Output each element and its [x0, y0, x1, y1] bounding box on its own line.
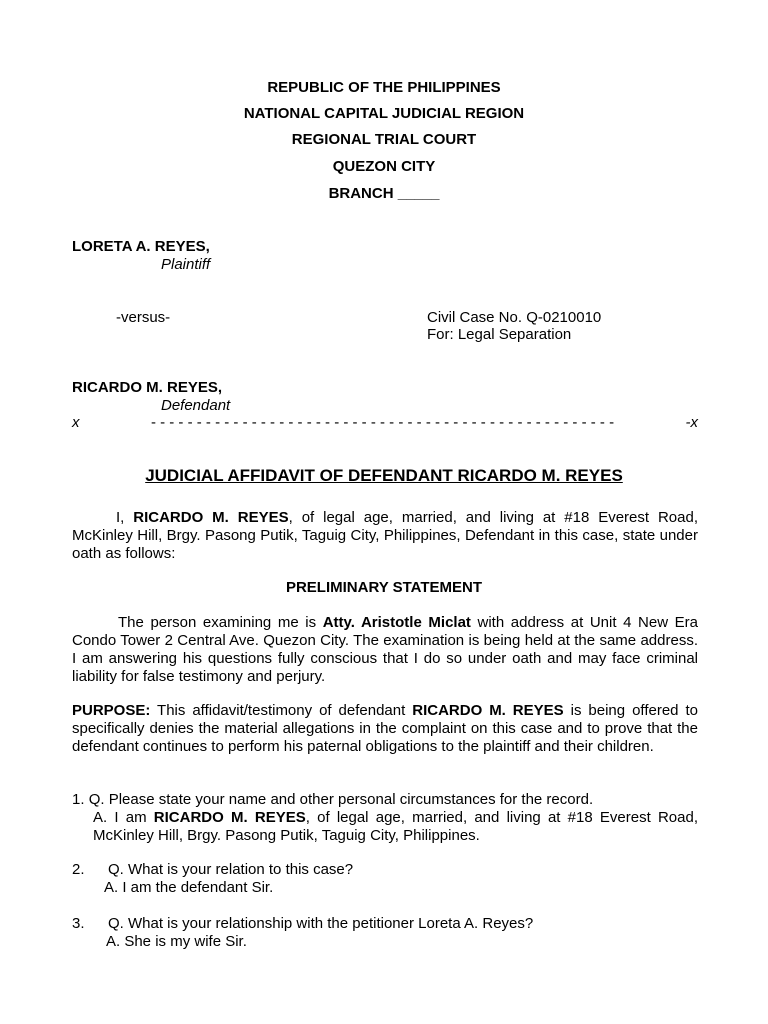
caption-divider — [72, 414, 698, 432]
defendant-name: RICARDO M. REYES, — [72, 379, 223, 396]
qa-question: 3. Q. What is your relationship with the petitioner Loreta A. Reyes? — [72, 915, 534, 932]
preliminary-pre: The person examining me is — [118, 614, 323, 631]
defendant-role: Defendant — [161, 397, 231, 414]
plaintiff-role: Plaintiff — [161, 256, 211, 273]
qa-answer: A. I am RICARDO M. REYES, of legal age, married, and living at #18 Everest Road, McKinley Hill, Brgy. Pasong Putik, Taguig City, Philippines. — [93, 809, 698, 844]
purpose-post: is being offered to specifically denies the material allegations in the complaint on this case and to prove that the defendant continues to perform his paternal obligations to the plaintiff and their children. — [72, 702, 698, 755]
answer-name: RICARDO M. REYES — [153, 809, 306, 826]
preliminary-heading: PRELIMINARY STATEMENT — [285, 579, 483, 596]
qa-question: 1. Q. Please state your name and other personal circumstances for the record. — [72, 791, 594, 808]
intro-pre: I, — [116, 509, 134, 526]
qa-answer: A. I am the defendant Sir. — [104, 879, 274, 896]
versus-label: -versus- — [116, 309, 171, 326]
qa-item — [72, 915, 698, 951]
header-branch: BRANCH _____ — [328, 185, 440, 202]
qa-number: 2. — [72, 861, 85, 878]
intro-paragraph — [72, 509, 698, 563]
divider-end: -x — [685, 414, 698, 431]
preliminary-paragraph — [72, 614, 698, 686]
qa-question: 2. Q. What is your relation to this case? — [72, 861, 354, 878]
intro-name: RICARDO M. REYES — [133, 509, 289, 526]
divider-start: x — [72, 414, 80, 431]
examiner-name: Atty. Aristotle Miclat — [322, 614, 471, 631]
case-subject: For: Legal Separation — [427, 326, 572, 343]
header-region: NATIONAL CAPITAL JUDICIAL REGION — [243, 105, 525, 122]
qa-number: 1. — [72, 791, 85, 808]
qa-answer: A. She is my wife Sir. — [106, 933, 247, 950]
qa-number: 3. — [72, 915, 85, 932]
purpose-paragraph — [72, 702, 698, 756]
header-city: QUEZON CITY — [332, 158, 436, 175]
intro-post: , of legal age, married, and living at #18 Everest Road, McKinley Hill, Brgy. Pasong Putik, Taguig City, Philippines, Defendant in this case, state under oath as follows: — [72, 509, 698, 562]
qa-item — [72, 791, 698, 845]
divider-dashes: - - - - - - - - - - - - - - - - - - - - - - - - - - - - - - - - - - - - - - - - - - - - - - - - - - - — [150, 414, 615, 431]
qa-item — [72, 861, 698, 897]
purpose-label: PURPOSE: — [72, 702, 151, 719]
document-title: JUDICIAL AFFIDAVIT OF DEFENDANT RICARDO M. REYES — [145, 466, 623, 485]
purpose-name: RICARDO M. REYES — [412, 702, 564, 719]
purpose-pre: This affidavit/testimony of defendant — [150, 702, 413, 719]
header-republic: REPUBLIC OF THE PHILIPPINES — [267, 79, 501, 96]
preliminary-post: with address at Unit 4 New Era Condo Tower 2 Central Ave. Quezon City. The examination is being held at the same address. I am answering his questions fully conscious that I do so under oath and may face criminal liability for false testimony and perjury. — [72, 614, 698, 685]
header-court: REGIONAL TRIAL COURT — [291, 131, 477, 148]
plaintiff-name: LORETA A. REYES, — [72, 238, 210, 255]
case-number: Civil Case No. Q-0210010 — [427, 309, 602, 326]
